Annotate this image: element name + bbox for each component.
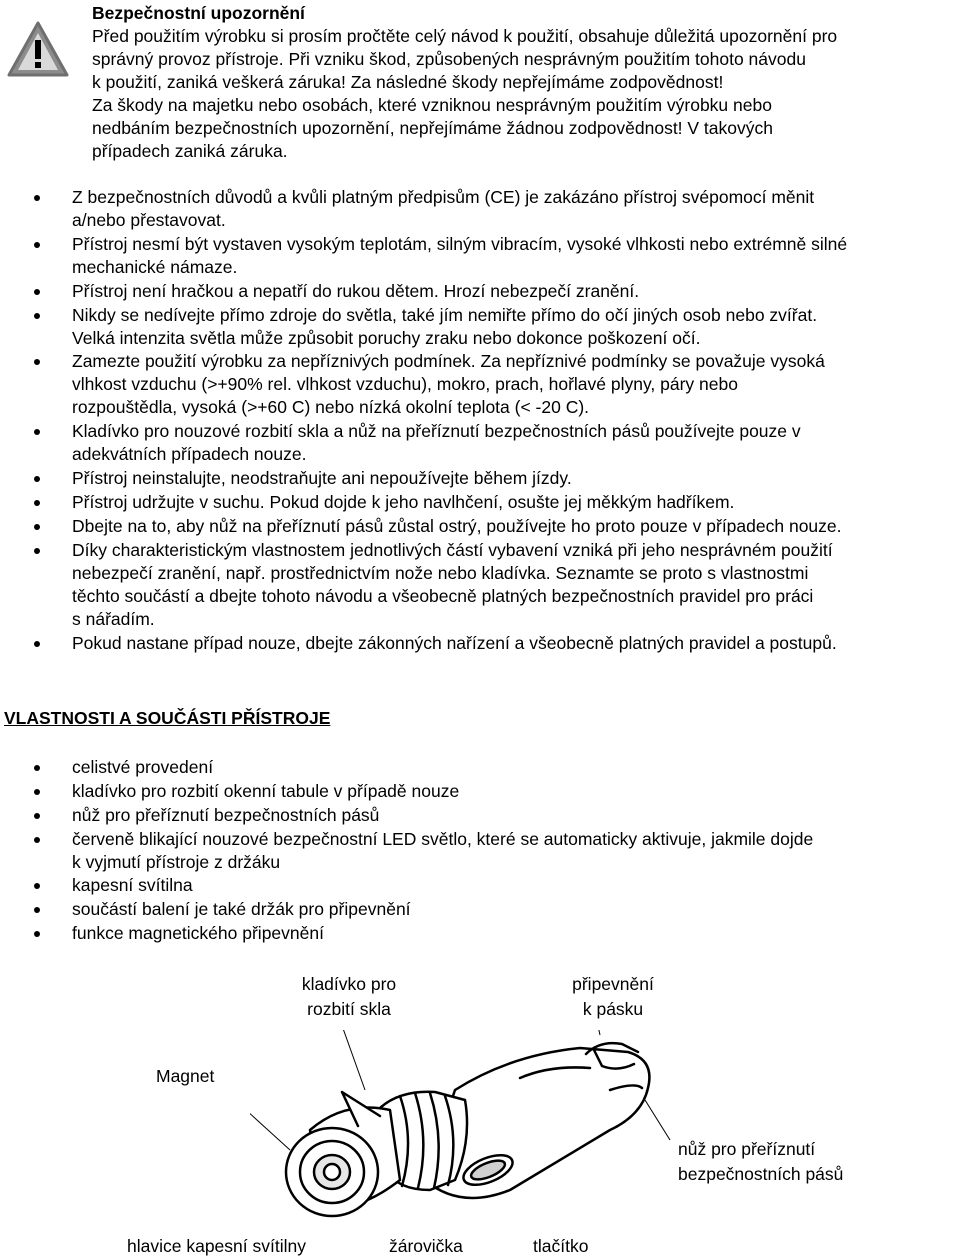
list-item-line: Přístroj udržujte v suchu. Pokud dojde k jeho navlhčení, osušte jej měkkým hadříkem. (72, 491, 735, 512)
bullet-point (34, 789, 40, 795)
bullet-point (34, 837, 40, 843)
warning-text-line: nedbáním bezpečnostních upozornění, nepřejímáme žádnou zodpovědnost! V takových (92, 118, 773, 138)
list-item-line: k vyjmutí přístroje z držáku (72, 851, 281, 872)
mount-label-line: připevnění (572, 974, 654, 994)
bulb-label: žárovička (389, 1236, 463, 1256)
bullet-point (34, 524, 40, 530)
hammer-label (284, 972, 414, 1022)
list-item-line: Z bezpečnostních důvodů a kvůli platným předpisům (CE) je zakázáno přístroj svépomocí měnit (72, 187, 815, 207)
list-item-line: Pokud nastane případ nouze, dbejte zákonných nařízení a všeobecně platných pravidel a postupů. (72, 632, 837, 653)
warning-title: Bezpečnostní upozornění (92, 3, 305, 23)
bullet-point (34, 907, 40, 913)
list-item-line: Kladívko pro nouzové rozbití skla a nůž na přeříznutí bezpečnostních pásů používejte pouze v (72, 421, 801, 442)
list-item-line: Přístroj nesmí být vystaven vysokým teplotám, silným vibracím, vysoké vlhkosti nebo extrémně silné (72, 233, 848, 254)
knife-label (678, 1137, 843, 1187)
bullet-point (34, 289, 40, 295)
list-item-line: nůž pro přeříznutí bezpečnostních pásů (72, 804, 380, 825)
hammer-label-line: kladívko pro (301, 974, 397, 994)
flashlight-head-label: hlavice kapesní svítilny (127, 1236, 306, 1256)
bullet-point (34, 548, 40, 554)
magnet-label: Magnet (156, 1066, 215, 1086)
button-label: tlačítko (533, 1236, 589, 1256)
bullet-point (34, 429, 40, 435)
list-item-line: a/nebo přestavovat. (72, 210, 226, 230)
list-item-line: adekvátních případech nouze. (72, 444, 307, 465)
warning-text-line: případech zaniká záruka. (92, 141, 288, 161)
list-item-line: funkce magnetického připevnění (72, 923, 324, 944)
list-item-line: kapesní svítilna (72, 875, 193, 896)
list-item-line: Velká intenzita světla může způsobit poruchy zraku nebo dokonce poškození očí. (72, 327, 701, 348)
hammer-label-line: rozbití skla (307, 999, 391, 1019)
bullet-point (34, 813, 40, 819)
list-item-line: Přístroj není hračkou a nepatří do rukou dětem. Hrozí nebezpečí zranění. (72, 280, 640, 301)
flashlight-illustration (250, 1030, 680, 1240)
list-item-line: celistvé provedení (72, 757, 214, 777)
list-item-line: vlhkost vzduchu (>+90% rel. vlhkost vzduchu), mokro, prach, hořlavé plyny, páry nebo (72, 374, 738, 395)
knife-label-line: bezpečnostních pásů (678, 1164, 844, 1184)
bullet-point (34, 476, 40, 482)
list-item-line: kladívko pro rozbití okenní tabule v případě nouze (72, 780, 460, 801)
list-item-line: rozpouštědla, vysoká (>+60 C) nebo nízká okolní teplota (< -20 C). (72, 397, 590, 418)
bullet-point (34, 359, 40, 365)
bullet-point (34, 931, 40, 937)
bullet-point (34, 195, 40, 201)
features-heading: VLASTNOSTI A SOUČÁSTI PŘÍSTROJE (4, 708, 331, 728)
bullet-point (34, 242, 40, 248)
warning-text-line: Před použitím výrobku si prosím pročtěte celý návod k použití, obsahuje důležitá upozornění pro (92, 26, 838, 46)
warning-text-line: Za škody na majetku nebo osobách, které vzniknou nesprávným použitím výrobku nebo (92, 95, 772, 115)
list-item-line: mechanické námaze. (72, 256, 238, 277)
bullet-point (34, 313, 40, 319)
list-item-line: Zamezte použití výrobku za nepříznivých podmínek. Za nepříznivé podmínky se považuje vysoká (72, 351, 825, 372)
knife-label-line: nůž pro přeříznutí (678, 1139, 816, 1159)
list-item-line: Díky charakteristickým vlastnostem jednotlivých částí vybavení vzniká při jeho nesprávném použití (72, 539, 833, 560)
warning-triangle-icon (6, 20, 70, 78)
warning-text-line: správný provoz přístroje. Při vzniku škod, způsobených nesprávným použitím tohoto návodu (92, 49, 806, 69)
list-item-line: Přístroj neinstalujte, neodstraňujte ani nepoužívejte během jízdy. (72, 468, 572, 489)
list-item-line: těchto součástí a dbejte tohoto návodu a všeobecně platných bezpečnostních pravidel pro práci (72, 585, 814, 606)
bullet-point (34, 500, 40, 506)
mount-label (548, 972, 678, 1022)
list-item-line: červeně blikající nouzové bezpečnostní LED světlo, které se automaticky aktivuje, jakmile dojde (72, 828, 814, 849)
list-item-line: Nikdy se nedívejte přímo zdroje do světla, také jím nemiřte přímo do očí jiných osob nebo zvířat. (72, 304, 818, 325)
list-item-line: s nářadím. (72, 608, 155, 629)
warning-text-line: k použití, zaniká veškerá záruka! Za následné škody nepřejímáme zodpovědnost! (92, 72, 724, 92)
list-item-line: nebezpečí zranění, např. prostřednictvím nože nebo kladívka. Seznamte se proto s vlastnostmi (72, 562, 809, 583)
list-item-line: Dbejte na to, aby nůž na přeříznutí pásů zůstal ostrý, používejte ho proto pouze v případech nouze. (72, 515, 842, 536)
mount-label-line: k pásku (582, 999, 644, 1019)
bullet-point (34, 883, 40, 889)
list-item-line: součástí balení je také držák pro připevnění (72, 899, 411, 920)
bullet-point (34, 765, 40, 771)
bullet-point (34, 641, 40, 647)
